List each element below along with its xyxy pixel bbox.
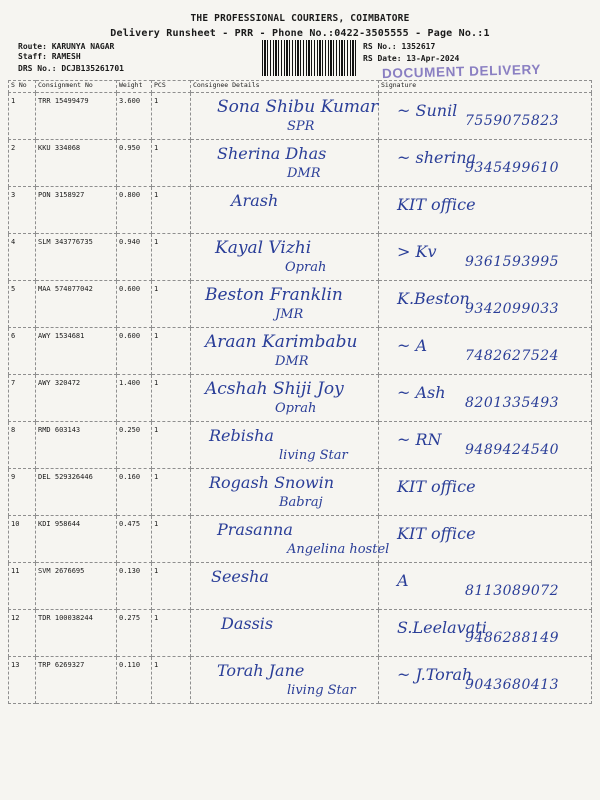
sno-cell [9,469,36,516]
table-row [9,93,592,140]
table-row [9,563,592,610]
signature-cell [379,375,592,422]
consignment-no-value: TDR 100038244 [38,614,93,622]
sno-cell [9,140,36,187]
barcode [262,40,357,76]
consignment-no-cell [36,328,117,375]
signature-mark: KIT office [397,524,476,543]
document-delivery-stamp: DOCUMENT DELIVERY [381,61,542,82]
consignment-no-cell [36,375,117,422]
pcs-value: 1 [154,285,159,293]
consignee-location: JMR [275,307,304,322]
consignee-name: Acshah Shiji Joy [205,379,344,399]
sno-value: 7 [11,379,16,387]
consignee-location: DMR [275,354,309,369]
consignee-cell [191,563,379,610]
weight-cell [117,281,152,328]
consignment-no-value: RMD 603143 [38,426,81,434]
weight-value: 0.940 [119,238,141,246]
weight-cell [117,469,152,516]
pcs-value: 1 [154,97,159,105]
signature-cell [379,328,592,375]
consignee-cell [191,469,379,516]
route-line [18,42,114,52]
col-consignee: Consignee Details [191,81,379,93]
signature-mark: > Kv [397,242,437,261]
pcs-value: 1 [154,238,159,246]
table-row [9,610,592,657]
consignee-location: Oprah [275,401,317,416]
consignee-cell [191,328,379,375]
pcs-cell [152,516,191,563]
sno-cell [9,516,36,563]
drs-label: DRS No.: [18,64,57,73]
signature-cell [379,469,592,516]
signature-phone: 8113089072 [465,583,560,599]
table-row [9,281,592,328]
pcs-cell [152,422,191,469]
consignment-no-cell [36,657,117,704]
signature-mark: S.Leelavati [397,618,487,637]
signature-phone: 9361593995 [465,254,560,270]
rs-no-label: RS No.: [363,42,397,51]
rs-date-line [363,54,459,64]
weight-value: 0.160 [119,473,141,481]
consignee-cell [191,93,379,140]
sno-value: 10 [11,520,20,528]
signature-phone: 9043680413 [465,677,560,693]
pcs-value: 1 [154,567,159,575]
sno-cell [9,657,36,704]
signature-phone: 9486288149 [465,630,560,646]
consignee-cell [191,187,379,234]
consignee-name: Torah Jane [217,661,305,680]
consignee-location: Babraj [279,495,323,510]
consignee-location: Oprah [285,260,327,275]
consignee-cell [191,422,379,469]
sno-value: 8 [11,426,16,434]
rs-no-line [363,42,435,52]
sno-value: 12 [11,614,20,622]
consignee-name: Rebisha [209,426,274,445]
signature-cell [379,516,592,563]
table-row [9,469,592,516]
consignment-no-value: KKU 334068 [38,144,81,152]
consignment-no-value: DEL 529326446 [38,473,93,481]
signature-phone: 9489424540 [465,442,560,458]
signature-mark: ~ J.Torah [397,665,473,684]
pcs-value: 1 [154,520,159,528]
consignee-name: Araan Karimbabu [205,332,358,352]
consignee-location: living Star [279,448,348,463]
consignee-cell [191,375,379,422]
pcs-value: 1 [154,473,159,481]
pcs-value: 1 [154,426,159,434]
consignment-no-value: AWY 1534681 [38,332,85,340]
consignee-name: Dassis [221,614,274,633]
pcs-value: 1 [154,379,159,387]
consignee-cell [191,234,379,281]
weight-value: 0.475 [119,520,141,528]
consignment-no-cell [36,469,117,516]
weight-cell [117,516,152,563]
sno-value: 3 [11,191,16,199]
pcs-cell [152,234,191,281]
sno-value: 4 [11,238,16,246]
col-signature: Signature [379,81,592,93]
sno-value: 11 [11,567,20,575]
sno-cell [9,234,36,281]
sno-cell [9,610,36,657]
signature-cell [379,610,592,657]
consignee-cell [191,140,379,187]
consignee-name: Sherina Dhas [217,144,327,163]
consignee-location: living Star [287,683,356,698]
signature-mark: K.Beston [397,289,470,308]
company-title: THE PROFESSIONAL COURIERS, COIMBATORE [190,13,410,24]
sno-cell [9,563,36,610]
pcs-cell [152,375,191,422]
runsheet-table [8,80,592,704]
table-header-row [9,81,592,93]
rs-date-value: 13-Apr-2024 [406,54,460,63]
sno-cell [9,93,36,140]
weight-value: 0.800 [119,191,141,199]
weight-cell [117,93,152,140]
pcs-cell [152,563,191,610]
signature-phone: 9345499610 [465,160,560,176]
consignee-name: Sona Shibu Kumar [217,97,379,117]
weight-value: 0.250 [119,426,141,434]
weight-value: 0.275 [119,614,141,622]
sno-cell [9,328,36,375]
weight-cell [117,187,152,234]
weight-value: 0.600 [119,332,141,340]
signature-phone: 8201335493 [465,395,560,411]
weight-cell [117,563,152,610]
rs-date-label: RS Date: [363,54,402,63]
consignee-cell [191,281,379,328]
signature-mark: ~ sherina [397,148,477,167]
weight-cell [117,375,152,422]
signature-phone: 9342099033 [465,301,560,317]
signature-cell [379,563,592,610]
weight-value: 0.110 [119,661,141,669]
table-row [9,516,592,563]
col-weight: Weight [117,81,152,93]
drs-value: DCJB135261701 [61,64,124,73]
col-consignment: Consignment No [36,81,117,93]
weight-cell [117,422,152,469]
signature-mark: KIT office [397,195,476,214]
signature-mark: ~ Ash [397,383,446,402]
consignment-no-value: TRP 6269327 [38,661,85,669]
table-row [9,375,592,422]
pcs-value: 1 [154,332,159,340]
sno-value: 1 [11,97,16,105]
runsheet-rows [9,93,592,704]
pcs-cell [152,281,191,328]
consignment-no-cell [36,422,117,469]
table-row [9,328,592,375]
staff-label: Staff: [18,52,47,61]
pcs-value: 1 [154,661,159,669]
pcs-value: 1 [154,191,159,199]
consignee-cell [191,516,390,563]
runsheet-subtitle: Delivery Runsheet - PRR - Phone No.:0422-3505555 - Page No.:1 [110,28,490,39]
consignee-name: Rogash Snowin [209,473,335,492]
signature-phone: 7559075823 [465,113,560,129]
weight-cell [117,140,152,187]
consignment-no-cell [36,610,117,657]
consignee-name: Seesha [211,567,269,586]
consignment-no-value: KDI 958644 [38,520,81,528]
consignee-location: Angelina hostel [287,542,390,557]
sno-value: 2 [11,144,16,152]
sno-value: 6 [11,332,16,340]
drs-line [18,64,124,74]
consignee-cell [191,610,379,657]
staff-value: RAMESH [51,52,81,61]
consignment-no-value: SLM 343776735 [38,238,93,246]
consignment-no-value: MAA 574077042 [38,285,93,293]
signature-cell [379,281,592,328]
pcs-cell [152,93,191,140]
consignee-cell [191,657,379,704]
consignee-location: SPR [287,119,315,134]
signature-phone: 7482627524 [465,348,560,364]
signature-mark: ~ Sunil [397,101,458,120]
sno-cell [9,281,36,328]
consignee-name: Beston Franklin [205,285,343,305]
col-sno: S No [9,81,36,93]
sno-value: 5 [11,285,16,293]
consignment-no-value: SVM 2676695 [38,567,85,575]
route-value: KARUNYA NAGAR [51,42,115,51]
weight-cell [117,328,152,375]
sno-cell [9,187,36,234]
route-label: Route: [18,42,47,51]
consignment-no-cell [36,140,117,187]
signature-cell [379,422,592,469]
consignee-location: DMR [287,166,321,181]
consignment-no-value: TRR 15499479 [38,97,89,105]
consignment-no-value: PON 3158927 [38,191,85,199]
signature-cell [379,187,592,234]
table-row [9,422,592,469]
pcs-cell [152,140,191,187]
weight-value: 1.400 [119,379,141,387]
table-row [9,187,592,234]
sno-cell [9,375,36,422]
consignment-no-cell [36,563,117,610]
consignment-no-cell [36,187,117,234]
consignment-no-cell [36,516,117,563]
consignment-no-cell [36,281,117,328]
pcs-cell [152,187,191,234]
signature-mark: A [397,571,409,590]
col-pcs: PCS [152,81,191,93]
consignee-name: Prasanna [217,520,293,539]
signature-mark: ~ RN [397,430,442,449]
pcs-cell [152,328,191,375]
signature-cell [379,93,592,140]
pcs-cell [152,610,191,657]
weight-cell [117,657,152,704]
signature-cell [379,140,592,187]
staff-line [18,52,81,62]
pcs-value: 1 [154,144,159,152]
pcs-cell [152,469,191,516]
consignment-no-cell [36,93,117,140]
signature-mark: ~ A [397,336,428,355]
signature-cell [379,234,592,281]
weight-value: 3.600 [119,97,141,105]
pcs-cell [152,657,191,704]
weight-cell [117,610,152,657]
consignee-name: Arash [231,191,279,210]
table-row [9,657,592,704]
table-row [9,234,592,281]
weight-value: 0.950 [119,144,141,152]
pcs-value: 1 [154,614,159,622]
table-row [9,140,592,187]
weight-value: 0.130 [119,567,141,575]
consignee-name: Kayal Vizhi [215,238,312,258]
signature-mark: KIT office [397,477,476,496]
sno-value: 9 [11,473,16,481]
weight-value: 0.600 [119,285,141,293]
sno-cell [9,422,36,469]
consignment-no-cell [36,234,117,281]
rs-no-value: 1352617 [401,42,436,51]
weight-cell [117,234,152,281]
signature-cell [379,657,592,704]
sno-value: 13 [11,661,20,669]
consignment-no-value: AWY 320472 [38,379,81,387]
